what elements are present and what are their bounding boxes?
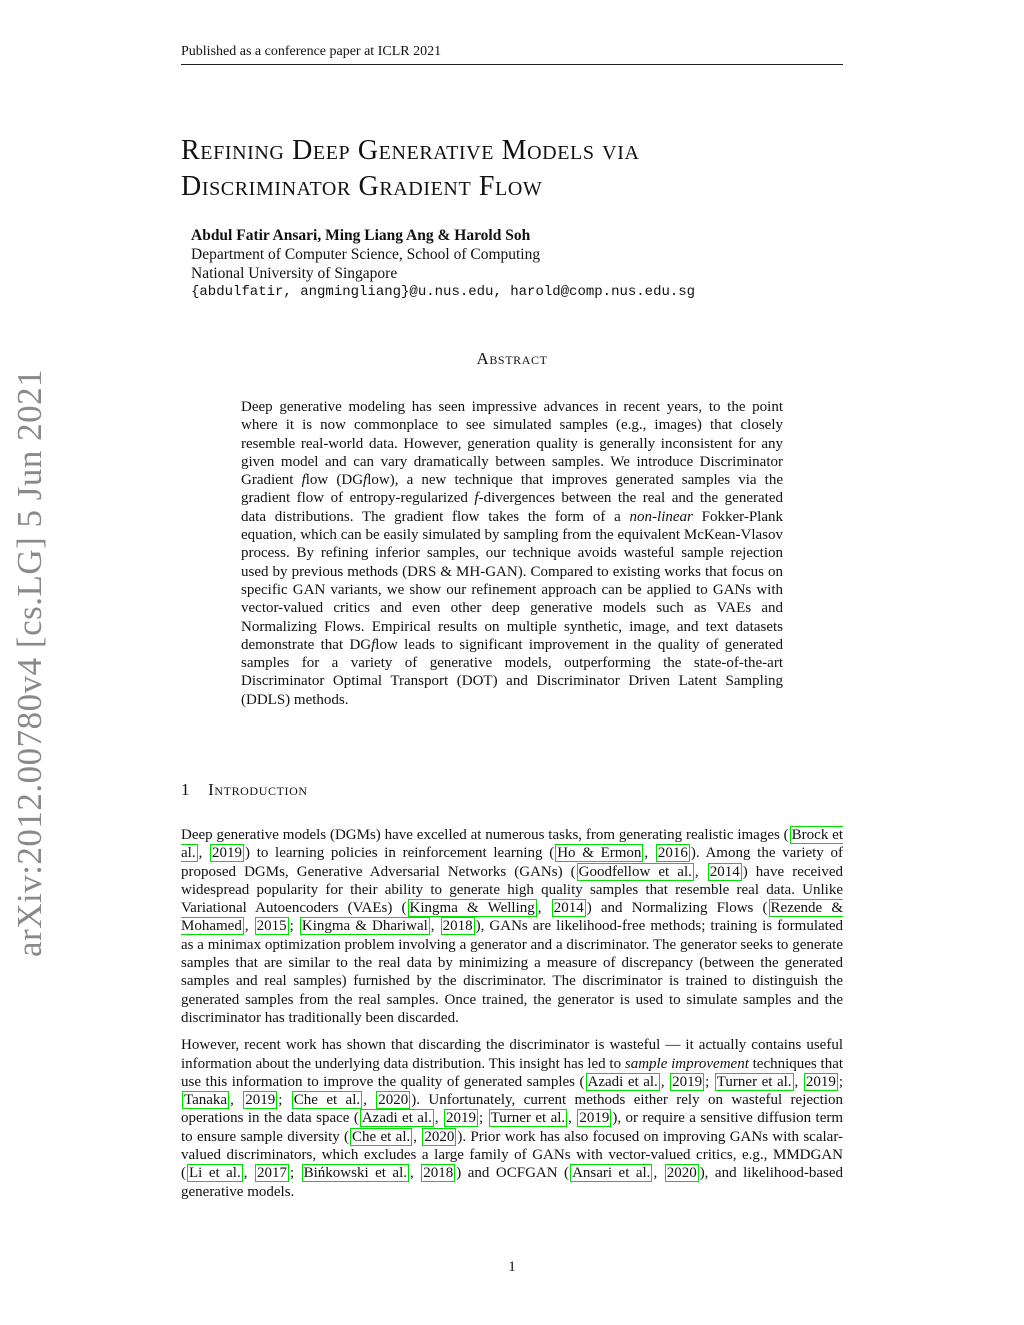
citation-link[interactable]: 2014 bbox=[709, 863, 740, 880]
citation-link[interactable]: Rezende & Mohamed bbox=[181, 900, 844, 935]
body-text: , bbox=[653, 1165, 664, 1182]
citation-link[interactable]: Tanaka bbox=[184, 1092, 228, 1109]
citation-link[interactable]: Li et al. bbox=[189, 1165, 241, 1182]
body-text: ; bbox=[705, 1073, 714, 1090]
body-text: , bbox=[568, 1110, 577, 1127]
citation-link[interactable]: 2020 bbox=[424, 1128, 455, 1145]
title-line-2: Discriminator Gradient Flow bbox=[181, 171, 543, 202]
body-text: ; bbox=[479, 1110, 488, 1127]
citation-link[interactable]: Azadi et al. bbox=[587, 1073, 658, 1090]
section-heading bbox=[181, 780, 308, 800]
citation-link[interactable]: Ansari et al. bbox=[572, 1165, 651, 1182]
abstract-text: low leads to significant improvement in the quality of generated samples for a variety of generative models, outperforming the state-of-the-art Discriminator Optimal Transport (DOT) and Discriminator Driven Latent Sampling (DDLS) methods. bbox=[241, 636, 783, 708]
math-f: f bbox=[474, 490, 479, 507]
citation-link[interactable]: 2019 bbox=[805, 1073, 836, 1090]
title-line-1: Refining Deep Generative Models via bbox=[181, 135, 640, 166]
citation-link[interactable]: Turner et al. bbox=[490, 1110, 566, 1127]
citation-link[interactable]: Goodfellow et al. bbox=[578, 863, 692, 880]
author-block bbox=[191, 226, 695, 302]
body-text: , bbox=[537, 900, 551, 917]
introduction-body bbox=[181, 826, 843, 1210]
author-emails: {abdulfatir, angmingliang}@u.nus.edu, harold@comp.nus.edu.sg bbox=[191, 284, 696, 300]
citation-link[interactable]: 2018 bbox=[442, 918, 473, 935]
body-text: , bbox=[243, 1165, 254, 1182]
body-text: ; bbox=[838, 1073, 843, 1090]
citation-link[interactable]: Turner et al. bbox=[716, 1073, 792, 1090]
citation-link[interactable]: Brock et al. bbox=[181, 827, 843, 862]
body-text: ; bbox=[289, 918, 299, 935]
arxiv-stamp: arXiv:2012.00780v4 [cs.LG] 5 Jun 2021 bbox=[10, 368, 49, 957]
body-text: ). Prior work has also focused on improving GANs with scalar-valued discriminators, which excludes a large family of GANs with vector-valued critics, e.g., MMDGAN ( bbox=[181, 1128, 844, 1182]
citation-link[interactable]: 2015 bbox=[256, 918, 287, 935]
body-text: ; bbox=[278, 1092, 291, 1109]
citation-link[interactable]: Bińkowski et al. bbox=[303, 1165, 408, 1182]
abstract-text: low (DG bbox=[305, 472, 364, 489]
paragraph bbox=[181, 826, 843, 1027]
paper-title bbox=[181, 133, 843, 205]
citation-link[interactable]: Ho & Ermon bbox=[557, 845, 642, 862]
citation-link[interactable]: Che et al. bbox=[293, 1092, 361, 1109]
citation-link[interactable]: 2020 bbox=[378, 1092, 409, 1109]
body-text: However, recent work has shown that discarding the discriminator is wasteful — it actually contains useful information about the underlying data distribution. This insight has led to bbox=[181, 1037, 843, 1072]
author-names: Abdul Fatir Ansari, Ming Liang Ang & Harold Soh bbox=[191, 227, 531, 244]
math-f: f bbox=[363, 472, 368, 489]
section-number: 1 bbox=[181, 780, 191, 799]
body-text: , bbox=[430, 918, 440, 935]
citation-link[interactable]: 2016 bbox=[657, 845, 688, 862]
body-text: , bbox=[644, 845, 655, 862]
abstract-text: Deep generative modeling has seen impressive advances in recent years, to the point where it is now commonplace to see simulated samples (e.g., images) that closely resemble real-world data. However, generation quality is generally inconsistent for any given model and can vary dramatically between samples. We introduce Discriminator Gradient bbox=[241, 399, 783, 489]
citation-link[interactable]: Kingma & Dhariwal bbox=[301, 918, 428, 935]
body-text: , bbox=[198, 845, 210, 862]
body-text: , bbox=[244, 918, 254, 935]
body-text: , bbox=[694, 863, 707, 880]
body-text: ), GANs are likelihood-free methods; training is formulated as a minimax optimization problem involving a generator and a discriminator. The generator seeks to generate samples that are similar to the real data by minimizing a measure of discrepancy (between the generated samples and real samples) furnished by the discriminator. The discriminator is trained to distinguish the generated samples from the real samples. Once trained, the generator is used to simulate samples and the discriminator has traditionally been discarded. bbox=[181, 918, 843, 1026]
citation-link[interactable]: 2019 bbox=[672, 1073, 703, 1090]
body-text: , bbox=[794, 1073, 803, 1090]
body-text: Deep generative models (DGMs) have excelled at numerous tasks, from generating realistic images ( bbox=[181, 827, 789, 843]
abstract-heading: Abstract bbox=[476, 349, 548, 368]
body-text: ), or require a sensitive diffusion term to ensure sample diversity ( bbox=[181, 1110, 844, 1145]
math-f: f bbox=[371, 636, 376, 653]
running-header: Published as a conference paper at ICLR 2021 bbox=[181, 44, 843, 65]
citation-link[interactable]: Che et al. bbox=[352, 1128, 411, 1145]
citation-link[interactable]: 2017 bbox=[256, 1165, 287, 1182]
section-title: Introduction bbox=[208, 780, 308, 799]
citation-link[interactable]: Kingma & Welling bbox=[409, 900, 535, 917]
abstract-text: Fokker-Plank equation, which can be easily simulated by sampling from the equivalent McKean-Vlasov process. By refining inferior samples, our technique avoids wasteful sample rejection used by previous methods (DRS & MH-GAN). Compared to existing works that focus on specific GAN variants, we show our refinement approach can be applied to GANs with vector-valued critics and even other deep generative models such as VAEs and Normalizing Flows. Empirical results on multiple synthetic, image, and text datasets demonstrate that DG bbox=[241, 508, 783, 653]
body-text: ). Among the variety of proposed DGMs, Generative Adversarial Networks (GANs) ( bbox=[181, 845, 843, 880]
body-text: ) and Normalizing Flows ( bbox=[586, 900, 768, 917]
body-text: , bbox=[230, 1092, 243, 1109]
body-text: ), and likelihood-based generative models. bbox=[181, 1165, 844, 1200]
body-text: , bbox=[410, 1165, 421, 1182]
body-text: ; bbox=[289, 1165, 301, 1182]
paragraph bbox=[181, 1036, 843, 1201]
body-text: ) and OCFGAN ( bbox=[456, 1165, 570, 1182]
citation-link[interactable]: 2019 bbox=[446, 1110, 477, 1127]
citation-link[interactable]: 2019 bbox=[579, 1110, 610, 1127]
citation-link[interactable]: 2018 bbox=[423, 1165, 454, 1182]
math-f: f bbox=[301, 472, 306, 489]
abstract-emphasis: non-linear bbox=[629, 508, 693, 525]
citation-link[interactable]: 2014 bbox=[553, 900, 584, 917]
citation-link[interactable]: 2019 bbox=[212, 845, 243, 862]
author-department: Department of Computer Science, School of Computing bbox=[191, 246, 541, 263]
body-text: ). Unfortunately, current methods either rely on wasteful rejection operations in the data space ( bbox=[181, 1092, 844, 1127]
body-text: ) to learning policies in reinforcement learning ( bbox=[245, 845, 555, 862]
body-text: , bbox=[434, 1110, 444, 1127]
body-text: , bbox=[363, 1092, 376, 1109]
body-text: ) have received widespread popularity for their ability to generate high quality samples that resemble real data. Unlike Variational Autoencoders (VAEs) ( bbox=[181, 863, 843, 917]
citation-link[interactable]: 2019 bbox=[245, 1092, 276, 1109]
citation-link[interactable]: 2020 bbox=[666, 1165, 697, 1182]
body-emphasis: sample improvement bbox=[624, 1055, 749, 1072]
abstract-body bbox=[241, 398, 783, 709]
author-university: National University of Singapore bbox=[191, 265, 398, 282]
body-text: techniques that use this information to improve the quality of generated samples ( bbox=[181, 1055, 844, 1090]
abstract-text: low), a new technique that improves generated samples via the gradient flow of entropy-regularized bbox=[241, 472, 783, 507]
body-text: , bbox=[413, 1128, 422, 1145]
body-text: , bbox=[660, 1073, 670, 1090]
citation-link[interactable]: Azadi et al. bbox=[361, 1110, 432, 1127]
abstract-text: -divergences between the real and the generated data distributions. The gradient flow takes the form of a bbox=[241, 490, 783, 525]
page-number: 1 bbox=[508, 1259, 516, 1275]
